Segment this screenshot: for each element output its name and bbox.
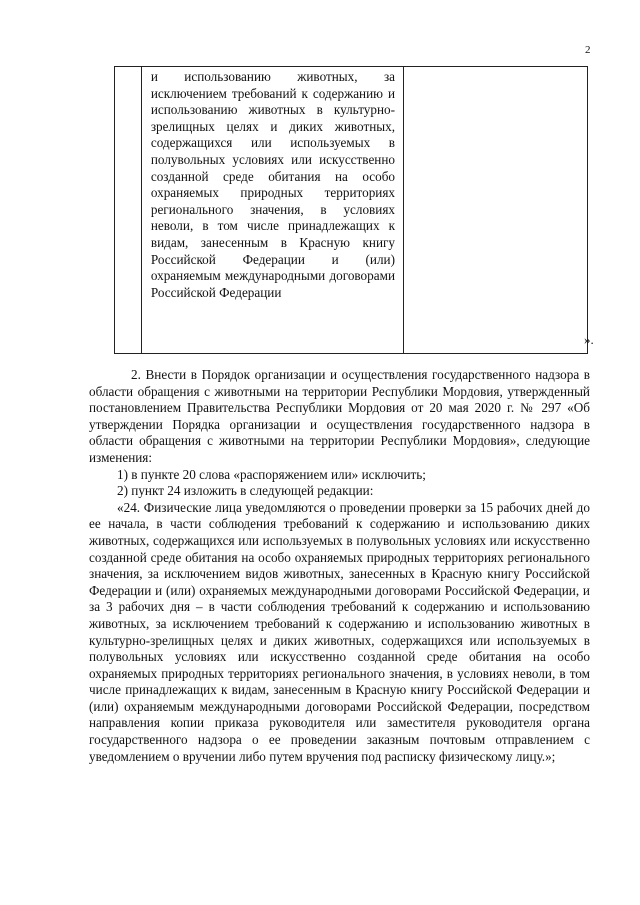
table-row [115,67,588,354]
document-body [89,367,590,765]
list-item-1: 1) в пункте 20 слова «распоряжением или» исключить; [117,466,426,482]
paragraph-24: «24. Физические лица уведомляются о проведении проверки за 15 рабочих дней до ее начала, в части соблюдения требований к содержанию и использованию диких животных, содержащихся или используемых в полувольных условиях или искусственно созданной среде обитания на особо охраняемых природных территориях регионального значения, за исключением видов животных, занесенных в Красную книгу Российской Федерации и (или) охраняемых международными договорами Российской Федерации, и за 3 рабочих дня – в части соблюдения требований к содержанию и использованию животных, за исключением требований к содержанию и использованию животных в культурно-зрелищных целях и диких животных, содержащихся или используемых в полувольных условиях или искусственно созданной среде обитания на особо охраняемых природных территориях регионального значения, в условиях неволи, в том числе принадлежащих к видам, занесенным в Красную книгу Российской Федерации и (или) охраняемым международными договорами Российской Федерации, посредством направления копии приказа руководителя или заместителя руководителя органа государственного надзора о ее проведении заказным почтовым отправлением с уведомлением о вручении либо путем вручения под расписку физическому лицу.»; [89,499,590,764]
table-cell-description [141,67,403,354]
table-cell-text: и использованию животных, за исключением требований к содержанию и использованию животных в культурно-зрелищных целях и диких животных, содержащихся или используемых в полувольных условиях или искусственно созданной среде обитания на особо охраняемых природных территориях регионального значения, в условиях неволи, в том числе принадлежащих к видам, занесенным в Красную книгу Российской Федерации и (или) охраняемым международными договорами Российской Федерации [150,69,396,300]
page-number: 2 [585,44,591,56]
table-cell-number [115,67,142,354]
table-cell-empty [404,67,588,354]
list-item-2: 2) пункт 24 изложить в следующей редакции: [117,483,374,499]
closing-quote: ». [584,332,594,347]
amendment-table [114,66,588,354]
paragraph-2: 2. Внести в Порядок организации и осуществления государственного надзора в области обращения с животными на территории Республики Мордовия, утвержденный постановлением Правительства Республики Мордовия от 20 мая 2020 г. № 297 «Об утверждении Порядка организации и осуществления государственного надзора в области обращения с животными на территории Республики Мордовия», следующие изменения: [89,367,590,465]
